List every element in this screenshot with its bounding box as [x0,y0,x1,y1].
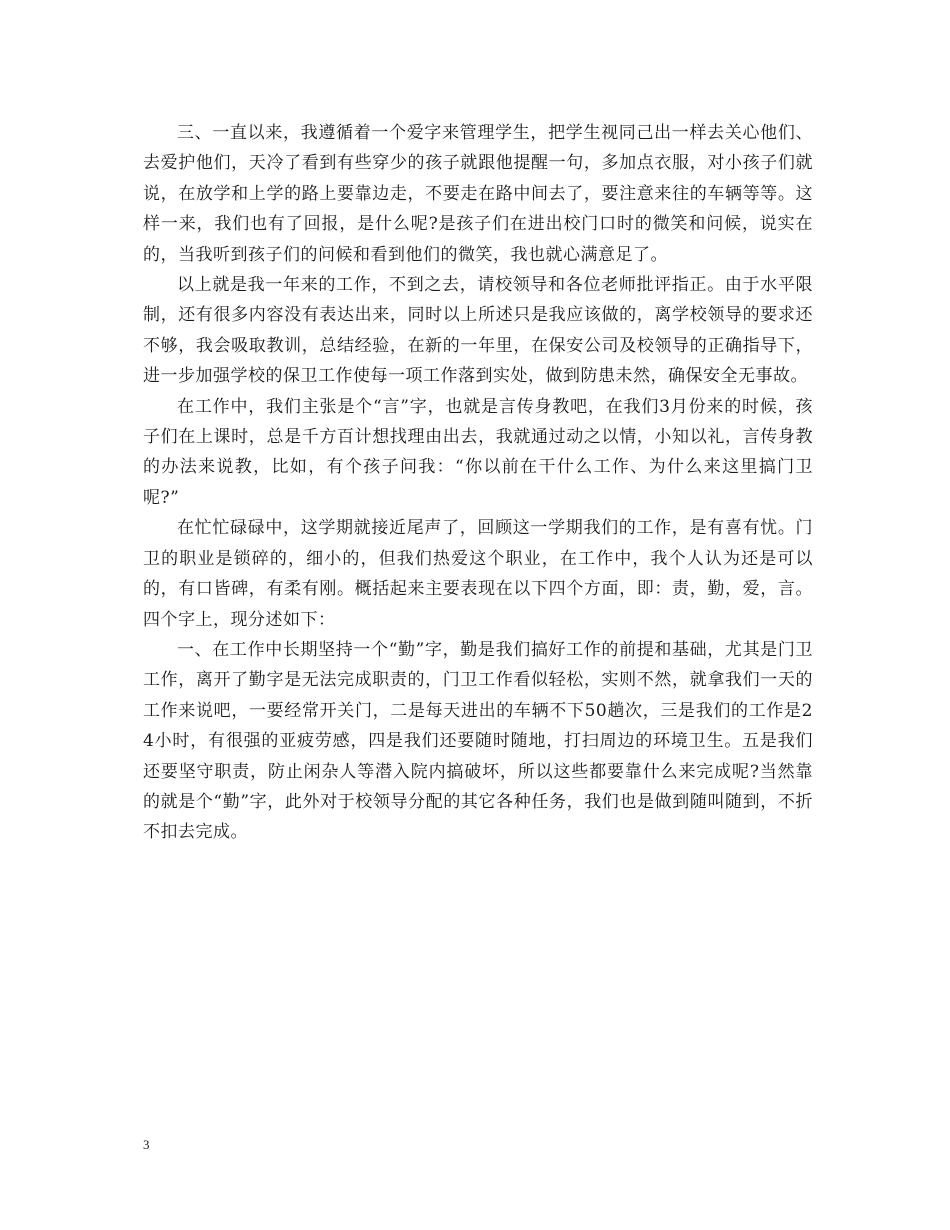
paragraph: 在工作中，我们主张是个“言”字，也就是言传身教吧，在我们3月份来的时候，孩子们在上课时，总是千方百计想找理由出去，我就通过动之以情，小知以礼，言传身教的办法来说教，比如，有个孩子问我：“你以前在干什么工作、为什么来这里搞门卫呢?” [143,396,813,508]
paragraph: 在忙忙碌碌中，这学期就接近尾声了，回顾这一学期我们的工作，是有喜有忧。门卫的职业是锁碎的，细小的，但我们热爱这个职业，在工作中，我个人认为还是可以的，有口皆碑，有柔有刚。概括起来主要表现在以下四个方面，即：责，勤，爱，言。四个字上，现分述如下： [143,518,813,630]
paragraph: 一、在工作中长期坚持一个“勤”字，勤是我们搞好工作的前提和基础，尤其是门卫工作，离开了勤字是无法完成职责的，门卫工作看似轻松，实则不然，就拿我们一天的工作来说吧，一要经常开关门，二是每天进出的车辆不下50趟次，三是我们的工作是24小时，有很强的亚疲劳感，四是我们还要随时随地，打扫周边的环境卫生。五是我们还要坚守职责，防止闲杂人等潜入院内搞破坏，所以这些都要靠什么来完成呢?当然靠的就是个“勤”字，此外对于校领导分配的其它各种任务，我们也是做到随叫随到，不折不扣去完成。 [143,639,813,843]
document-body [143,118,813,848]
paragraph: 三、一直以来，我遵循着一个爱字来管理学生，把学生视同己出一样去关心他们、去爱护他们，天冷了看到有些穿少的孩子就跟他提醒一句，多加点衣服，对小孩子们就说，在放学和上学的路上要靠边走，不要走在路中间去了，要注意来往的车辆等等。这样一来，我们也有了回报，是什么呢?是孩子们在进出校门口时的微笑和问候，说实在的，当我听到孩子们的问候和看到他们的微笑，我也就心满意足了。 [143,123,813,265]
paragraph: 以上就是我一年来的工作，不到之去，请校领导和各位老师批评指正。由于水平限制，还有很多内容没有表达出来，同时以上所述只是我应该做的，离学校领导的要求还不够，我会吸取教训，总结经验，在新的一年里，在保安公司及校领导的正确指导下，进一步加强学校的保卫工作使每一项工作落到实处，做到防患未然，确保安全无事故。 [143,275,813,387]
page-number: 3 [143,1137,150,1152]
